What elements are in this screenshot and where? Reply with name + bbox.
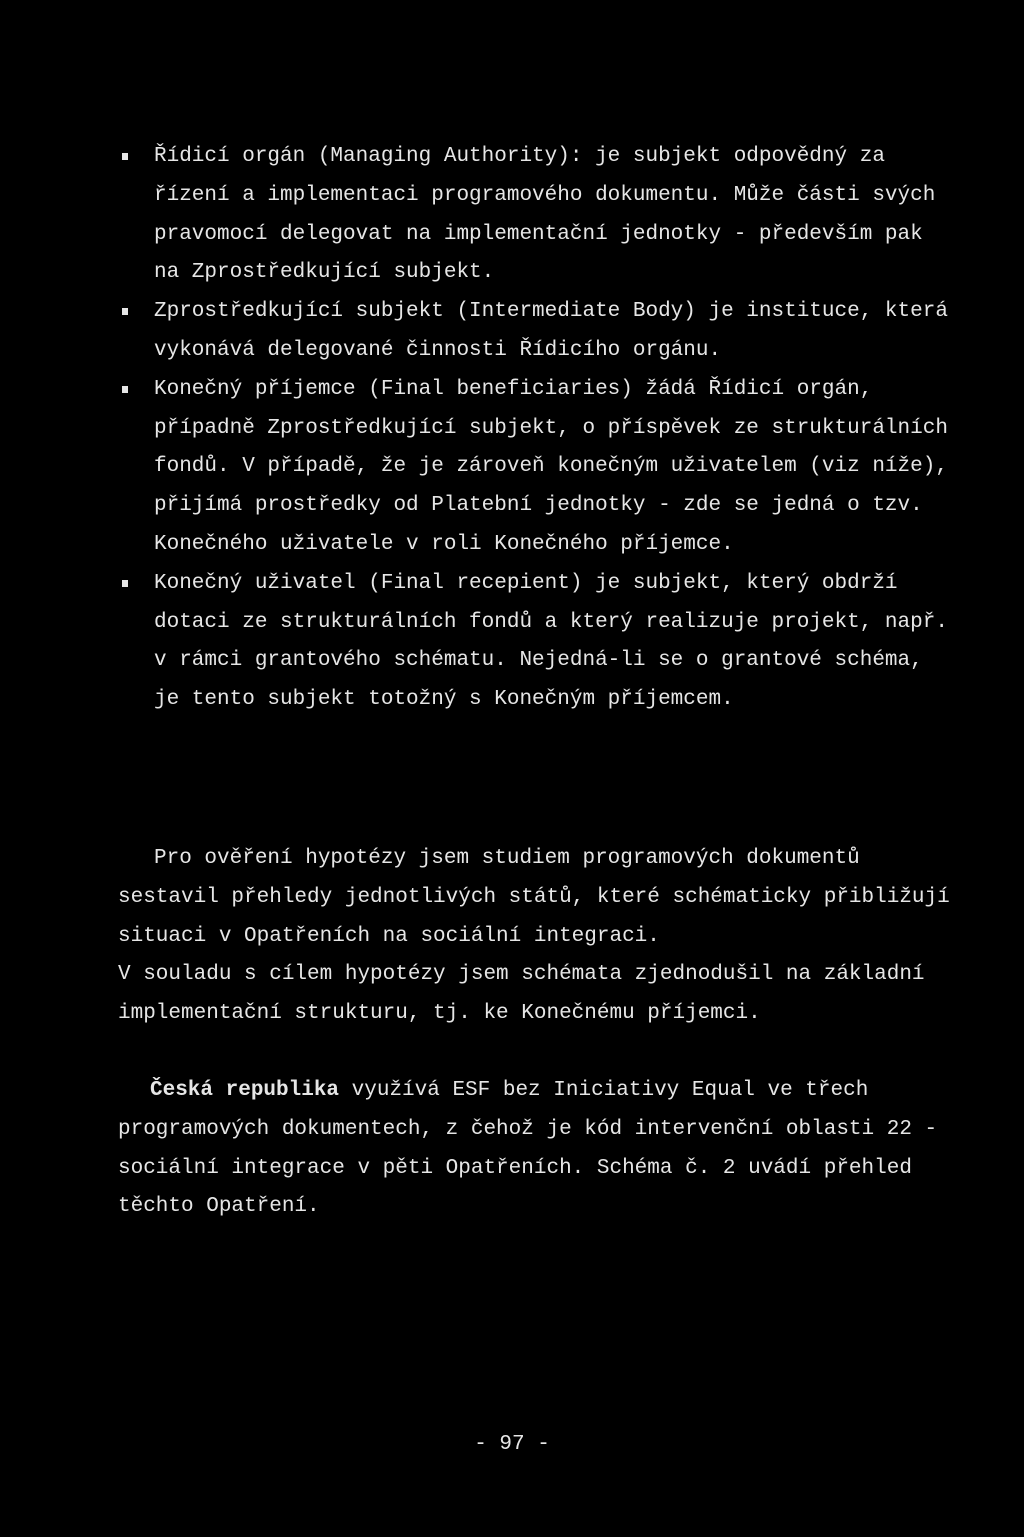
list-item-text: Zprostředkující subjekt (Intermediate Body) je instituce, která vykonává delegované činnosti Řídicího orgánu. [154,300,948,362]
paragraph-text-continued: V souladu s cílem hypotézy jsem schémata zjednodušil na základní implementační strukturu, tj. ke Konečnému příjemci. [118,963,925,1026]
list-item [118,371,948,565]
square-bullet-icon [122,308,128,315]
list-item-text: Konečný příjemce (Final beneficiaries) žádá Řídicí orgán, případně Zprostředkující subjekt, o příspěvek ze strukturálních fondů. V případě, že je zároveň konečným uživatelem (viz níže), přijímá prostředky od Platební jednotky - zde se jedná o tzv. Konečného uživatele v roli Konečného příjemce. [154,377,948,556]
square-bullet-icon [122,580,128,587]
list-item-text: Konečný uživatel (Final recepient) je subjekt, který obdrží dotaci ze strukturálních fondů a který realizuje projekt, např. v rámci grantového schématu. Nejedná-li se o grantové schéma, je tento subjekt totožný s Konečným příjemcem. [154,571,948,712]
body-paragraph-czech-republic [118,1072,958,1227]
country-name: Česká republika [150,1079,340,1102]
definition-list [118,138,948,720]
page-number: - 97 - [474,1433,550,1456]
list-item [118,293,948,371]
list-item [118,138,948,293]
square-bullet-icon [122,153,128,160]
list-item-text: Řídicí orgán (Managing Authority): je subjekt odpovědný za řízení a implementaci programového dokumentu. Může části svých pravomocí delegovat na implementační jednotky - především pak na Zprostředkující subjekt. [154,145,936,285]
paragraph-text: Pro ověření hypotézy jsem studiem programových dokumentů sestavil přehledy jednotlivých států, které schématicky přibližují situaci v Opatřeních na sociální integraci. [118,847,950,948]
list-item [118,565,948,720]
body-paragraph-hypothesis [118,840,958,1034]
square-bullet-icon [122,386,128,393]
paragraph-text: využívá ESF bez Iniciativy Equal ve třech programových dokumentech, z čehož je kód intervenční oblasti 22 - sociální integrace v pěti Opatřeních. Schéma č. 2 uvádí přehled těchto Opatření. [118,1079,938,1219]
